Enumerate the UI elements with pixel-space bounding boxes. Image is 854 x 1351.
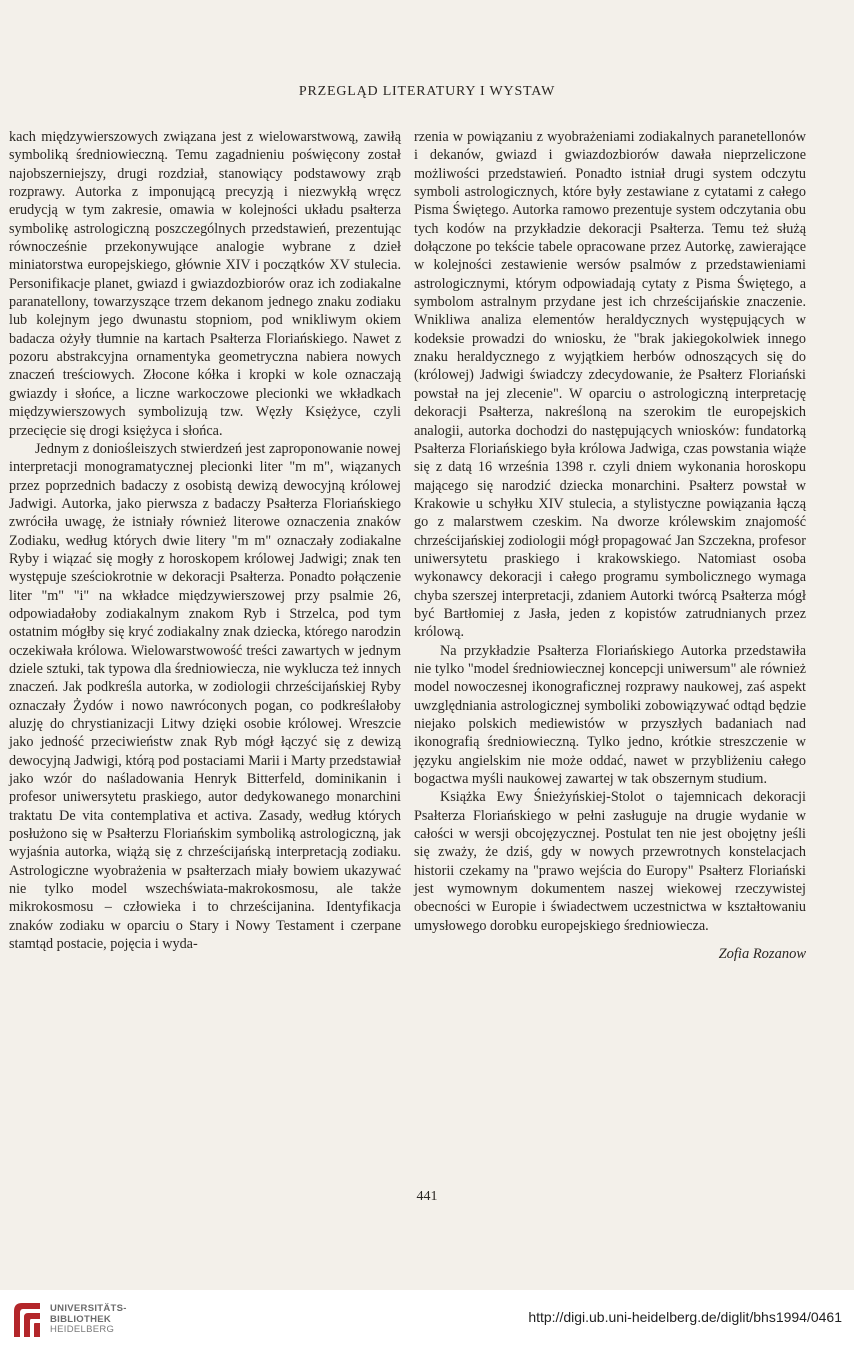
paragraph: rzenia w powiązaniu z wyobrażeniami zodiakalnych paranetellonów i dekanów, gwiazd i gwiazdozbiorów dawała nieprzeliczone możliwości przedstawień. Ponadto istniał drugi system odczytu symboli astrologicznych, które były zestawiane z cytatami z całego Pisma Świętego. Autorka ramowo prezentuje system odczytania obu tych kodów na przykładzie dekoracji Psałterza. Temu też służą dołączone po tekście tabele opracowane przez Autorkę, zawierające w kolejności zestawienie wersów psalmów z przedstawieniami astrologicznymi, którym odpowiadają cytaty z Pisma Świętego, a symbolom astralnym przydane jest ich chrześcijańskie znaczenie. Wnikliwa analiza elementów heraldycznych występujących w kodeksie prowadzi do wniosku, że "brak jakiegokolwiek innego znaku heraldycznego z wyjątkiem herbów odnoszących się do (królowej) Jadwigi świadczy zdecydowanie, że Psałterz Floriański powstał na jej zlecenie". W oparciu o astrologiczną interpretację dekoracji Psałterza, nakreśloną na szerokim tle europejskich analogii, autorka dochodzi do następujących wniosków: fundatorką Psałterza Floriańskiego była królowa Jadwiga, czas powstania wiąże się z datą 16 września 1398 r. czyli dniem wykonania horoskopu mającego się narodzić dziecka monarchini. Psałterz powstał w Krakowie u schyłku XIV stulecia, a stylistyczne powiązania łączą go z malarstwem czeskim. Na dworze królewskim znajomość chrześcijańskiej zodiologii mógł propagować Jan Szczekna, profesor uniwersytetu praskiego i krakowskiego. Natomiast osoba wykonawcy dekoracji i całego programu symbolicznego wymaga chyba szerszej interpretacji, zdaniem Autorki twórcą Psałterza mógł być Bartłomiej z Jasła, jeden z kopistów zatrudnianych przez królową. <box>414 129 806 641</box>
author-signature: Zofia Rozanow <box>718 946 806 963</box>
library-name: UNIVERSITÄTS- BIBLIOTHEK HEIDELBERG <box>50 1303 127 1335</box>
left-column <box>9 128 401 953</box>
paragraph: kach międzywierszowych związana jest z wielowarstwową, zawiłą symboliką średniowieczną. Temu zagadnieniu poświęcony został najobszerniejszy, drugi rozdział, stanowiący podstawowy zrąb rozprawy. Autorka z imponującą precyzją i niezwykłą wręcz erudycją w tym zakresie, omawia w kolejności układu psałterza symbolikę astrologiczną poszczególnych przedstawień, prezentując równocześnie przekonywujące analogie wybrane z dzieł miniatorstwa europejskiego, głównie XIV i początków XV stulecia. Personifikacje planet, gwiazd i gwiazdozbiorów oraz ich zodiakalne paranatellony, towarzyszące trzem dekanom jednego znaku zodiaku lub kolejnym jego dwunastu stopniom, pod wnikliwym okiem badacza ożyły tłumnie na kartach Psałterza Floriańskiego. Nawet z pozoru abstrakcyjna ornamentyka geometryczna nabiera nowych znaczeń treściowych. Złocone kółka i kropki w kole oznaczają gwiazdy i słońce, a liczne warkoczowe plecionki we wkładkach międzywierszowych symbolizują tzw. Węzły Księżyce, czyli przecięcie się drogi księżyca i słońca. <box>9 129 401 439</box>
running-header: PRZEGLĄD LITERATURY I WYSTAW <box>298 84 556 99</box>
library-logo-icon[interactable] <box>10 1299 44 1339</box>
paragraph: Książka Ewy Śnieżyńskiej-Stolot o tajemnicach dekoracji Psałterza Floriańskiego w pełni zasługuje na drugie wydanie w całości w wersji obcojęzycznej. Postulat ten nie jest obojętny jeśli się zważy, że dziś, gdy w nowych przewrotnych konstelacjach historii czekamy na "prawo wejścia do Europy" Psałterz Floriański jest wymownym dokumentem naszej wiekowej rzeczywistej obecności w Europie i świadectwem uczestnictwa w kształtowaniu umysłowego dorobku europejskiego średniowiecza. <box>414 789 806 934</box>
paragraph: Na przykładzie Psałterza Floriańskiego Autorka przedstawiła nie tylko "model średniowiecznej koncepcji uniwersum" ale również model nowoczesnej ikonograficznej rozprawy naukowej, zaś aspekt uwzględniania astrologicznej symboliki zobowiązywać odtąd będzie niejako polskich mediewistów w przyszłych badaniach nad ikonografią średniowieczną. Tylko jedno, krótkie streszczenie w języku angielskim nie może oddać, nawet w przybliżeniu całego bogactwa myśli naukowej zawartej w tak obszernym studium. <box>414 642 806 788</box>
footer-bar <box>0 1290 854 1351</box>
right-column <box>414 128 806 963</box>
page-number: 441 <box>416 1189 438 1204</box>
paragraph: Jednym z doniośleiszych stwierdzeń jest zaproponowanie nowej interpretacji monogramatycznej plecionki liter "m m", wiązanych przez poprzednich badaczy z osobistą dewizą dewocyjną królowej Jadwigi. Autorka, jako pierwsza z badaczy Psałterza Floriańskiego zwróciła uwagę, że istniały również literowe oznaczenia znaków Zodiaku, według których dwie litery "m m" oznaczały zodiakalne Ryby i wiązać się mogły z horoskopem królowej Jadwigi; znak ten występuje sześciokrotnie w dekoracji Psałterza. Ponadto połączenie liter "m" "i" na wkładce międzywierszowej przy psalmie 26, odpowiadałoby zodiakalnym znakom Ryb i Strzelca, pod tym ostatnim mógłby się kryć zodiakalny znak dziecka, którego narodzin oczekiwała królowa. Wielowarstwowość treści zawartych w jednym dziele sztuki, tak typowa dla średniowiecza, nie wyklucza też innych znaczeń. Jak podkreśla autorka, w zodiologii chrześcijańskiej Ryby oznaczały Żydów i nowo nawróconych pogan, co podkreślałoby aluzję do chrystianizacji Litwy dzięki osobie królowej. Wreszcie jako jedność przeciwieństw znak Ryb mógł łączyć się z dewizą dewocyjną Jadwigi, którą pod postaciami Marii i Marty przedstawiał jako wzór do naśladowania Henryk Bitterfeld, dominikanin i profesor uniwersytetu praskiego, autor dedykowanego monarchini traktatu De vita contemplativa et activa. Zasady, według których posłużono się w Psałterzu Floriańskim symboliką astrologiczną, jak wyjaśnia autorka, wiążą się z chrześcijańską interpretacją zodiaku. Astrologiczne wyobrażenia w psałterzach miały bowiem ukazywać nie tylko model wszechświata-makrokosmosu, ale także mikrokosmosu – człowieka i to chrześcijanina. Identyfikacja znaków zodiaku w oparciu o Stary i Nowy Testament i czerpane stamtąd postacie, pojęcia i wyda- <box>9 440 401 953</box>
source-url-link[interactable]: http://digi.ub.uni-heidelberg.de/diglit/bhs1994/0461 <box>528 1309 842 1325</box>
